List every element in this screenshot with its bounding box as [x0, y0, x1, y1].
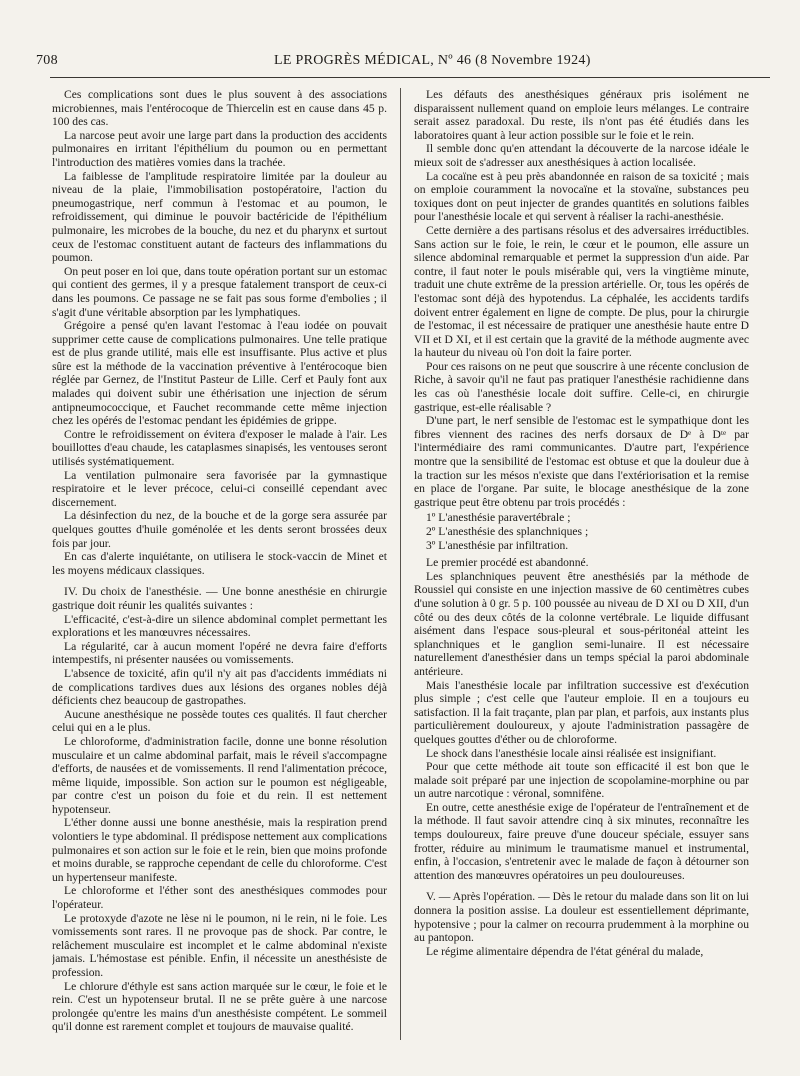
procedure-list	[414, 511, 749, 552]
list-item: 1º L'anesthésie paravertébrale ;	[426, 511, 571, 525]
list-item: 3º L'anesthésie par infiltration.	[426, 538, 569, 552]
paragraph: Il semble donc qu'en attendant la découverte de la narcose idéale le mieux soit de s'adresser aux anesthésiques à action localisée.	[414, 142, 749, 169]
paragraph: On peut poser en loi que, dans toute opération portant sur un estomac qui contient des germes, il y a presque fatalement transport de ceux-ci dans les poumons. Ce passage ne se fait pas sous forme d'embolies ; il s'agit d'une véritable absorption par les lymphatiques.	[52, 264, 387, 319]
paragraph: Le chloroforme, d'administration facile, donne une bonne résolution musculaire et un calme abdominal parfait, mais le réveil s'accompagne d'efforts, de nausées et de vomissements. Il rend l'alimentation précoce, même liquide, impossible. Son action sur le poumon est négligeable, par contre c'est un poison du foie et du rein. Il est nettement hypotenseur.	[52, 734, 387, 816]
paragraph: Cette dernière a des partisans résolus et des adversaires irréductibles. Sans action sur le foie, le rein, le cœur et le poumon, elle assure un silence abdominal remarquable et permet la suppression d'un aide. Par contre, il faut noter le pouls misérable qui, vers la vingtième minute, traduit une chute extrême de la pression artérielle. Or, tous les opérés de l'estomac sont déjà des hypotendus. La céphalée, les accidents tardifs doivent entrer également en ligne de compte. De plus, pour la chirurgie de l'estomac, il est nécessaire de pratiquer une anesthésie haute entre D VII et D XI, et il est certain que la gravité de la méthode augmente avec la hauteur du niveau où l'on doit la faire porter.	[414, 223, 749, 360]
paragraph: La cocaïne est à peu près abandonnée en raison de sa toxicité ; mais on emploie couramment la novocaïne et la stovaïne, substances peu toxiques dont on peut injecter de grandes quantités en solutions faibles pour l'anesthésie locale et qui servent à réaliser la rachi-anesthésie.	[414, 169, 749, 224]
paragraph: La ventilation pulmonaire sera favorisée par la gymnastique respiratoire et le lever précoce, celui-ci conseillé cependant avec discernement.	[52, 468, 387, 509]
paragraph: D'une part, le nerf sensible de l'estomac est le sympathique dont les fibres viennent des racines des nerfs dorsaux de Dᵉ à Dᵗᵉ par l'intermédiaire des rami communicantes. D'autre part, l'expérience montre que la sensibilité de l'estomac est obtuse et que la douleur due à la traction sur les mésos n'existe que dans l'extériorisation et la remise en place de l'organe. Par suite, le blocage anesthésique de la zone gastrique peut être obtenu par trois procédés :	[414, 414, 749, 509]
left-column	[52, 88, 387, 1043]
paragraph: Le chloroforme et l'éther sont des anesthésiques commodes pour l'opérateur.	[52, 884, 387, 912]
paragraph: La désinfection du nez, de la bouche et de la gorge sera assurée par quelques gouttes d'huile goménolée et les dents seront brossées deux fois par jour.	[52, 509, 387, 550]
paragraph: Les splanchniques peuvent être anesthésiés par la méthode de Roussiel qui consiste en une injection massive de 60 centimètres cubes d'une solution à 0 gr. 5 p. 100 poussée au niveau de D XI ou D XII, d'un côté ou des deux côtés de la colonne vertébrale. Le liquide diffusant aisément dans l'espace sous-pleural et sous-péritonéal atteint les splanchniques et le ganglion semi-lunaire. Il est nécessaire naturellement d'anesthésier dans un temps spécial la paroi abdominale antérieure.	[414, 569, 749, 678]
list-item: 2º L'anesthésie des splanchniques ;	[426, 525, 589, 538]
running-title: LE PROGRÈS MÉDICAL, Nº 46 (8 Novembre 1924)	[274, 53, 591, 68]
section-heading-paragraph: IV. Du choix de l'anesthésie. — Une bonne anesthésie en chirurgie gastrique doit réunir les qualités suivantes :	[52, 585, 387, 612]
right-column	[414, 88, 749, 1043]
header-rule	[50, 77, 770, 78]
paragraph: L'éther donne aussi une bonne anesthésie, mais la respiration prend volontiers le type abdominal. Il prédispose nettement aux complications pulmonaires et son action sur le foie et le rein, bien que moins profonde et moins durable, se rapproche cependant de celle du chloroforme. C'est un hypertenseur manifeste.	[52, 816, 387, 884]
column-divider	[400, 88, 401, 1040]
paragraph: Mais l'anesthésie locale par infiltration successive est d'exécution plus simple ; c'est celle que l'auteur emploie. Il en a toujours eu satisfaction. Il la fait traçante, plan par plan, et parfois, aux instants plus particulièrement douloureux, y ajoute l'administration passagère de quelques gouttes d'éther ou de chloroforme.	[414, 678, 749, 746]
paragraph: En outre, cette anesthésie exige de l'opérateur de l'entraînement et de la méthode. Il faut savoir attendre cinq à six minutes, reconnaître les temps douloureux, faire preuve d'une douceur spéciale, essuyer sans frotter, réduire au minimum le traumatisme manuel et instrumental, enfin, à l'occasion, s'entretenir avec le malade de façon à détourner son attention des manœuvres opératoires un peu douloureuses.	[414, 800, 749, 882]
paragraph: L'absence de toxicité, afin qu'il n'y ait pas d'accidents immédiats ni de complications tardives dues aux lésions des organes nobles déjà déficients chez beaucoup de gastropathes.	[52, 666, 387, 708]
page-header	[36, 50, 766, 74]
paragraph: Le protoxyde d'azote ne lèse ni le poumon, ni le rein, ni le foie. Les vomissements sont rares. Il ne provoque pas de shock. Par contre, le relâchement musculaire est incomplet et le calme abdominal n'existe jamais. L'hémostase est pénible. Enfin, il nécessite un anesthésiste de profession.	[52, 911, 387, 979]
paragraph: Aucune anesthésique ne possède toutes ces qualités. Il faut chercher celui qui en a le plus.	[52, 707, 387, 735]
paragraph: La régularité, car à aucun moment l'opéré ne devra faire d'efforts intempestifs, ni présenter nausées ou vomissements.	[52, 639, 387, 667]
paragraph: La narcose peut avoir une large part dans la production des accidents pulmonaires en irritant l'épithélium du poumon ou en permettant l'introduction des matières vomies dans la trachée.	[52, 128, 387, 169]
paragraph: Le shock dans l'anesthésie locale ainsi réalisée est insignifiant.	[426, 746, 717, 760]
paragraph: Les défauts des anesthésiques généraux pris isolément ne disparaissent nullement quand on emploie leurs mélanges. Le contraire serait assez paradoxal. Du reste, ils n'ont pas été étudiés dans les laboratoires quant à leur action possible sur le foie et le rein.	[414, 88, 749, 142]
paragraph: Pour ces raisons on ne peut que souscrire à une récente conclusion de Riche, à savoir qu'il ne faut pas pratiquer l'anesthésie rachidienne dans les cas où l'anesthésie locale doit suffire. Celle-ci, en chirurgie gastrique, est-elle réalisable ?	[414, 359, 749, 414]
paragraph: Contre le refroidissement on évitera d'exposer le malade à l'air. Les bouillottes d'eau chaude, les cataplasmes sinapisés, les ventouses seront utilisés systématiquement.	[52, 427, 387, 469]
paragraph: En cas d'alerte inquiétante, on utilisera le stock-vaccin de Minet et les moyens médicaux classiques.	[52, 550, 387, 577]
page-number: 708	[36, 53, 58, 68]
section-heading-paragraph: V. — Après l'opération. — Dès le retour du malade dans son lit on lui donnera la position assise. La douleur est essentiellement déprimante, hypotensive ; pour la calmer on recourra prudemment à la morphine ou au pantopon.	[414, 890, 749, 945]
paragraph: L'efficacité, c'est-à-dire un silence abdominal complet permettant les explorations et les manœuvres nécessaires.	[52, 612, 387, 640]
paragraph: Grégoire a pensé qu'en lavant l'estomac à l'eau iodée on pouvait supprimer cette cause de complications pulmonaires. Une telle pratique est de plus grande utilité, mais elle est insuffisante. Plus active et plus sûre est la méthode de la vaccination préventive à l'entérocoque bien réglée par Gernez, de l'Institut Pasteur de Lille. Cerf et Pauly font aux malades qui doivent subir une éthérisation une injection de sérum antipneumococcique, et Fauchet recommande cette même injection chez les opérés de l'estomac pendant les épidémies de grippe.	[52, 319, 387, 428]
paragraph: Le chlorure d'éthyle est sans action marquée sur le cœur, le foie et le rein. C'est un hypotenseur brutal. Il ne se prête guère à une narcose prolongée qu'entre les mains d'un anesthésiste compétent. Le sommeil qu'il donne est rarement complet et toujours de mauvaise qualité.	[52, 979, 387, 1034]
paragraph: Ces complications sont dues le plus souvent à des associations microbiennes, mais l'entérocoque de Thiercelin est en cause dans 45 p. 100 des cas.	[52, 88, 387, 129]
paragraph: Le régime alimentaire dépendra de l'état général du malade,	[426, 944, 704, 958]
paragraph: Le premier procédé est abandonné.	[426, 556, 589, 570]
paragraph: Pour que cette méthode ait toute son efficacité il est bon que le malade soit préparé par une injection de scopolamine-morphine ou par un autre narcotique : véronal, somnifène.	[414, 760, 749, 801]
paragraph: La faiblesse de l'amplitude respiratoire limitée par la douleur au niveau de la plaie, l'immobilisation postopératoire, l'action du pneumogastrique, nerf commun à l'estomac et au poumon, le refroidissement, qui diminue le pouvoir bactéricide de l'épithélium pulmonaire, les microbes de la bouche, du nez et du pharynx et surtout ceux de l'estomac constituent autant de facteurs des inflammations du poumon.	[52, 169, 387, 265]
